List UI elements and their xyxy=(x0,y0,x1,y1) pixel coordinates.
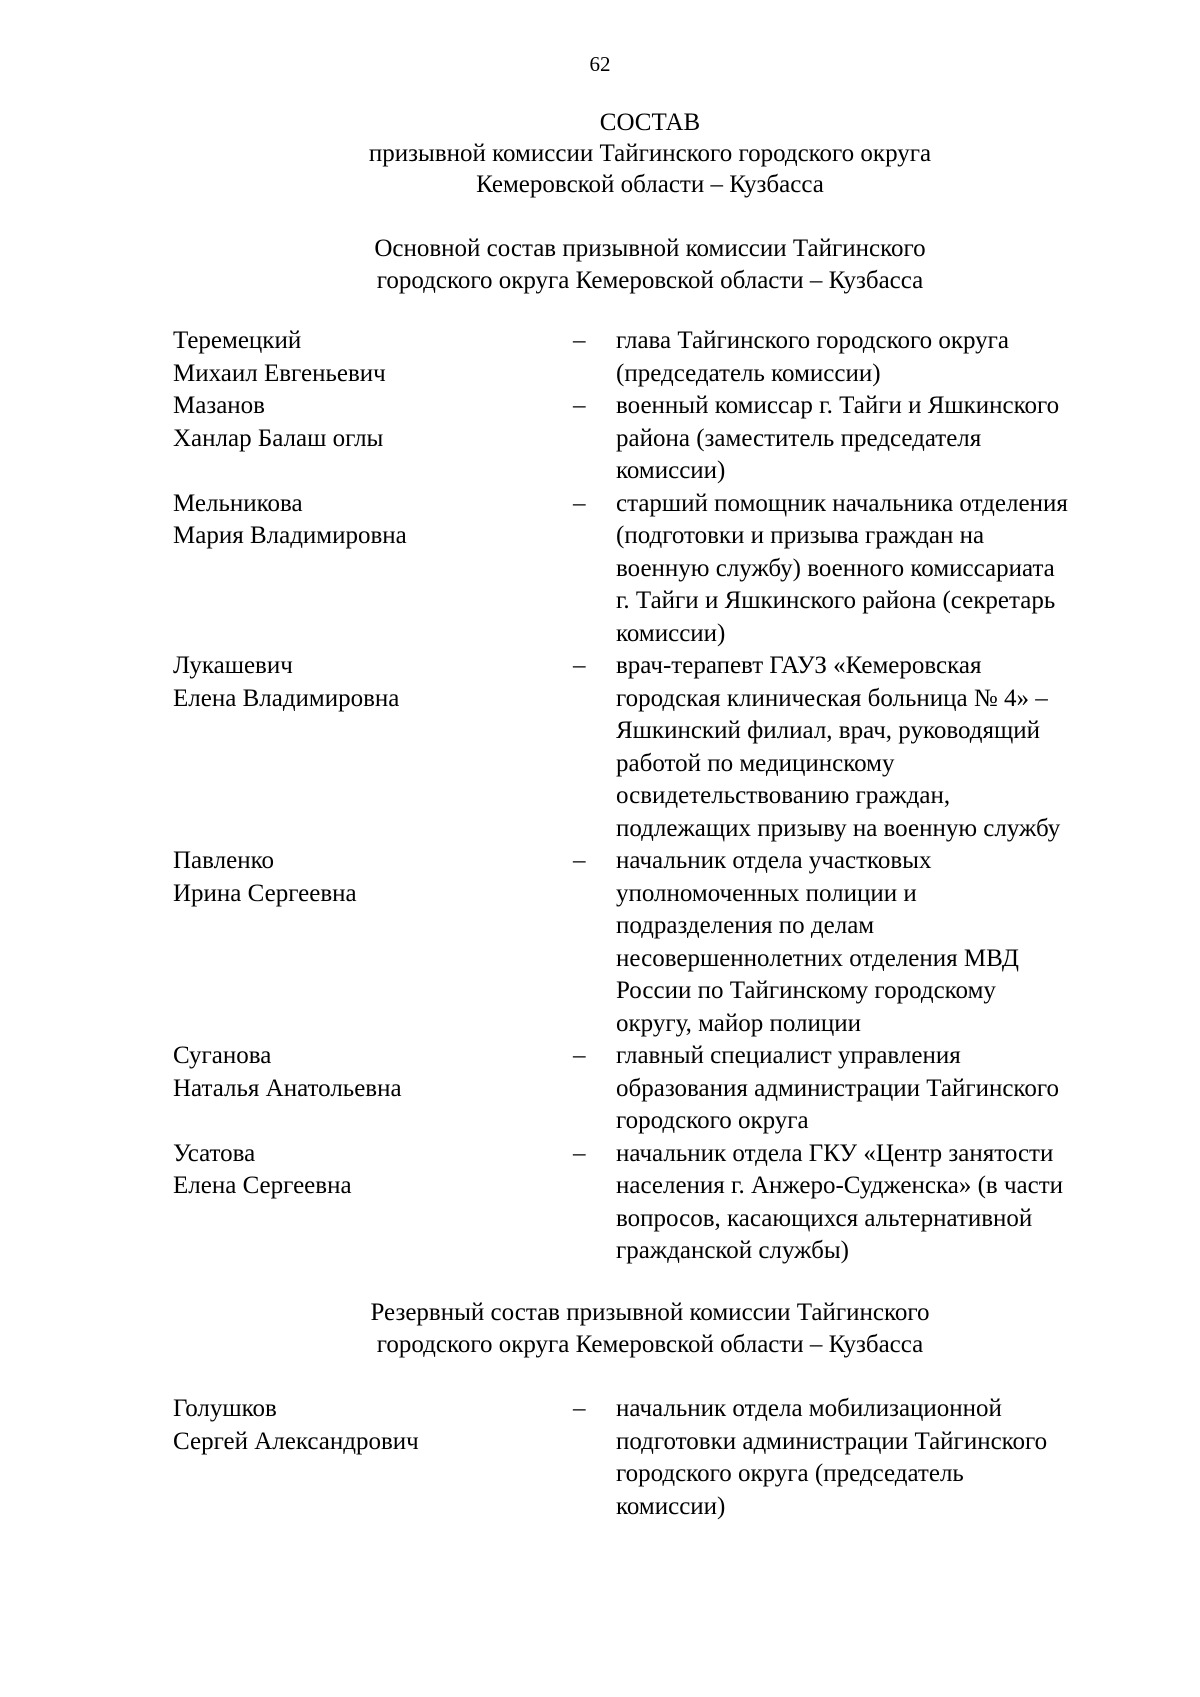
member-name xyxy=(173,1393,573,1458)
member-surname: Лукашевич xyxy=(173,652,293,679)
member-given-names: Елена Владимировна xyxy=(173,684,400,712)
member-name xyxy=(173,1040,573,1105)
main-heading-line-1: Основной состав призывной комиссии Тайгинского xyxy=(374,235,926,262)
member-entry xyxy=(173,390,1153,488)
member-role: старший помощник начальника отделения (подготовки и призыва граждан на военную службу) военного комиссариата г. Тайги и Яшкинского района (секретарь комиссии) xyxy=(616,489,1068,647)
main-heading-line-2: городского округа Кемеровской области – Кузбасса xyxy=(376,267,924,294)
member-role: военный комиссар г. Тайги и Яшкинского района (заместитель председателя комиссии) xyxy=(616,392,1060,484)
title-line-3: Кемеровской области – Кузбасса xyxy=(476,171,824,198)
member-role: начальник отдела участковых уполномоченных полиции и подразделения по делам несовершеннолетних отделения МВД России по Тайгинскому городскому округу, майор полиции xyxy=(616,847,1019,1037)
member-given-names: Ирина Сергеевна xyxy=(173,879,357,907)
member-name xyxy=(173,650,573,715)
member-given-names: Мария Владимировна xyxy=(173,522,407,549)
member-dash: – xyxy=(573,652,586,679)
document-title xyxy=(0,107,1200,200)
member-role: начальник отдела ГКУ «Центр занятости населения г. Анжеро-Судженска» (в части вопросов, касающихся альтернативной гражданской службы) xyxy=(616,1139,1064,1264)
member-dash: – xyxy=(573,847,586,874)
member-given-names: Ханлар Балаш оглы xyxy=(173,424,384,452)
member-role: врач-терапевт ГАУЗ «Кемеровская городская клиническая больница № 4» – Яшкинский филиал, врач, руководящий работой по медицинскому освидетельствованию граждан, подлежащих призыву на военную службу xyxy=(616,652,1061,842)
member-entry xyxy=(173,1393,1153,1523)
member-dash: – xyxy=(573,1139,586,1167)
reserve-members-list xyxy=(173,1393,1153,1523)
member-dash: – xyxy=(573,1395,586,1422)
reserve-heading-line-1: Резервный состав призывной комиссии Тайгинского xyxy=(370,1299,930,1326)
reserve-section-heading xyxy=(0,1297,1200,1361)
member-surname: Усатова xyxy=(173,1139,256,1167)
member-surname: Теремецкий xyxy=(173,327,302,354)
member-dash: – xyxy=(573,489,586,517)
member-dash: – xyxy=(573,392,586,419)
member-name xyxy=(173,845,573,910)
page-number: 62 xyxy=(589,52,611,76)
member-dash: – xyxy=(573,1042,586,1069)
member-entry xyxy=(173,650,1153,845)
member-entry xyxy=(173,1138,1153,1268)
member-role: главный специалист управления образования администрации Тайгинского городского округа xyxy=(616,1042,1059,1134)
member-entry xyxy=(173,845,1153,1040)
member-name xyxy=(173,488,573,553)
member-given-names: Сергей Александрович xyxy=(173,1427,419,1455)
member-entry xyxy=(173,1040,1153,1138)
main-members-list xyxy=(173,325,1153,1268)
member-entry xyxy=(173,325,1153,390)
title-line-1: СОСТАВ xyxy=(599,109,701,136)
member-name xyxy=(173,1138,573,1203)
member-given-names: Елена Сергеевна xyxy=(173,1172,352,1199)
member-name xyxy=(173,390,573,455)
member-name xyxy=(173,325,573,390)
member-surname: Голушков xyxy=(173,1395,277,1422)
member-given-names: Наталья Анатольевна xyxy=(173,1074,402,1102)
member-role: начальник отдела мобилизационной подготовки администрации Тайгинского городского округа (председатель комиссии) xyxy=(616,1395,1048,1520)
member-surname: Мазанов xyxy=(173,392,265,419)
member-dash: – xyxy=(573,327,586,354)
main-section-heading xyxy=(0,233,1200,297)
member-surname: Мельникова xyxy=(173,489,303,517)
member-entry xyxy=(173,488,1153,651)
title-line-2: призывной комиссии Тайгинского городского округа xyxy=(368,140,932,167)
member-surname: Суганова xyxy=(173,1042,272,1069)
member-given-names: Михаил Евгеньевич xyxy=(173,359,386,387)
member-surname: Павленко xyxy=(173,847,274,874)
member-role: глава Тайгинского городского округа (председатель комиссии) xyxy=(616,327,1010,387)
reserve-heading-line-2: городского округа Кемеровской области – Кузбасса xyxy=(376,1331,924,1358)
